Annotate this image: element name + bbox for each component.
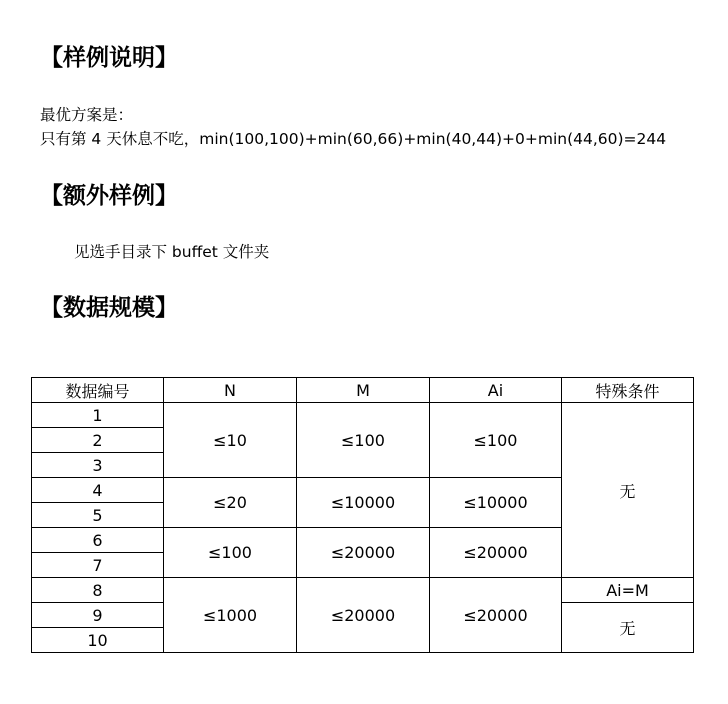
- special-cell-2: Ai=M: [562, 578, 694, 603]
- group-4-m: ≤20000: [297, 578, 430, 653]
- sample-explanation-line-1: 最优方案是：: [40, 106, 134, 124]
- table-row: [32, 578, 694, 603]
- table-row: [32, 403, 694, 428]
- group-4-ai: ≤20000: [430, 578, 562, 653]
- header-case-id: 数据编号: [32, 378, 164, 403]
- case-id-cell: 5: [32, 503, 164, 528]
- case-id-cell: 8: [32, 578, 164, 603]
- case-id-cell: 3: [32, 453, 164, 478]
- case-id-cell: 2: [32, 428, 164, 453]
- case-id-cell: 10: [32, 628, 164, 653]
- group-3-m: ≤20000: [297, 528, 430, 578]
- special-cell-3: 无: [562, 603, 694, 653]
- data-scale-heading: 【数据规模】: [40, 295, 178, 321]
- case-id-cell: 6: [32, 528, 164, 553]
- case-id-cell: 9: [32, 603, 164, 628]
- group-3-ai: ≤20000: [430, 528, 562, 578]
- data-scale-table: [31, 377, 694, 653]
- group-4-n: ≤1000: [164, 578, 297, 653]
- header-m: M: [297, 378, 430, 403]
- extra-samples-heading: 【额外样例】: [40, 183, 178, 209]
- sample-explanation-line-2: 只有第 4 天休息不吃，min(100,100)+min(60,66)+min(40,44)+0+min(44,60)=244: [40, 130, 667, 148]
- group-1-m: ≤100: [297, 403, 430, 478]
- case-id-cell: 1: [32, 403, 164, 428]
- sample-explanation-heading: 【样例说明】: [40, 45, 178, 71]
- special-cell-1: 无: [562, 403, 694, 578]
- group-3-n: ≤100: [164, 528, 297, 578]
- group-1-n: ≤10: [164, 403, 297, 478]
- header-ai: Ai: [430, 378, 562, 403]
- group-1-ai: ≤100: [430, 403, 562, 478]
- case-id-cell: 7: [32, 553, 164, 578]
- group-2-ai: ≤10000: [430, 478, 562, 528]
- header-n: N: [164, 378, 297, 403]
- group-2-m: ≤10000: [297, 478, 430, 528]
- table-header-row: [32, 378, 694, 403]
- group-2-n: ≤20: [164, 478, 297, 528]
- case-id-cell: 4: [32, 478, 164, 503]
- extra-samples-text: 见选手目录下 buffet 文件夹: [74, 243, 270, 261]
- header-special: 特殊条件: [562, 378, 694, 403]
